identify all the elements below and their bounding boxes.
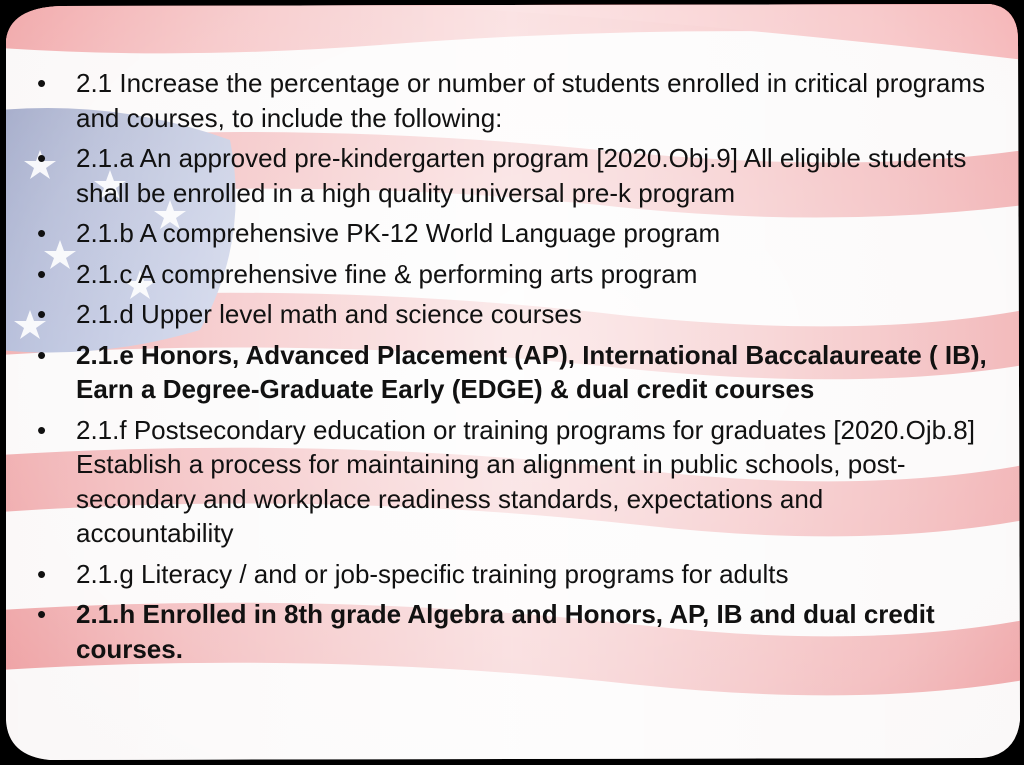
bullet-item-2-1-g	[37, 557, 987, 592]
bullet-dot: •	[37, 258, 47, 289]
bullet-item-2-1-f	[37, 413, 987, 551]
bullet-dot: •	[37, 68, 47, 98]
bullet-dot: •	[37, 599, 47, 629]
bullet-text: 2.1.e Honors, Advanced Placement (AP), International Baccalaureate ( IB), Earn a Degree-Graduate Early (EDGE) & dual credit courses	[76, 339, 987, 404]
bullet-dot: •	[37, 339, 47, 370]
bullet-dot: •	[37, 414, 47, 445]
bullet-text: 2.1 Increase the percentage or number of students enrolled in critical programs and courses, to include the following:	[76, 68, 986, 133]
bullet-item-2-1-c	[37, 257, 987, 292]
bullet-text: 2.1.h Enrolled in 8th grade Algebra and Honors, AP, IB and dual credit courses.	[76, 599, 935, 664]
bullet-dot: •	[37, 558, 47, 589]
bullet-item-2-1-a	[37, 141, 987, 210]
bullet-text: 2.1.f Postsecondary education or training programs for graduates [2020.Ojb.8] Establish a process for maintaining an alignment in public schools, post-secondary and workplace readiness standards, expectations and accountability	[76, 414, 975, 548]
bullet-text: 2.1.b A comprehensive PK-12 World Language program	[76, 218, 721, 248]
bullet-text: 2.1.c A comprehensive fine & performing arts program	[76, 258, 698, 289]
bullet-text: 2.1.a An approved pre-kindergarten program [2020.Obj.9] All eligible students shall be enrolled in a high quality universal pre-k program	[76, 143, 967, 208]
bullet-dot: •	[37, 143, 47, 173]
bullet-list	[37, 66, 987, 672]
bullet-item-2-1	[37, 66, 987, 135]
bullet-item-2-1-e	[37, 338, 987, 407]
bullet-item-2-1-d	[37, 297, 987, 332]
bullet-text: 2.1.g Literacy / and or job-specific training programs for adults	[76, 558, 789, 589]
bullet-text: 2.1.d Upper level math and science courses	[76, 299, 582, 329]
bullet-item-2-1-h	[37, 597, 987, 666]
bullet-item-2-1-b	[37, 216, 987, 251]
bullet-dot: •	[37, 218, 47, 248]
bullet-dot: •	[37, 299, 47, 329]
